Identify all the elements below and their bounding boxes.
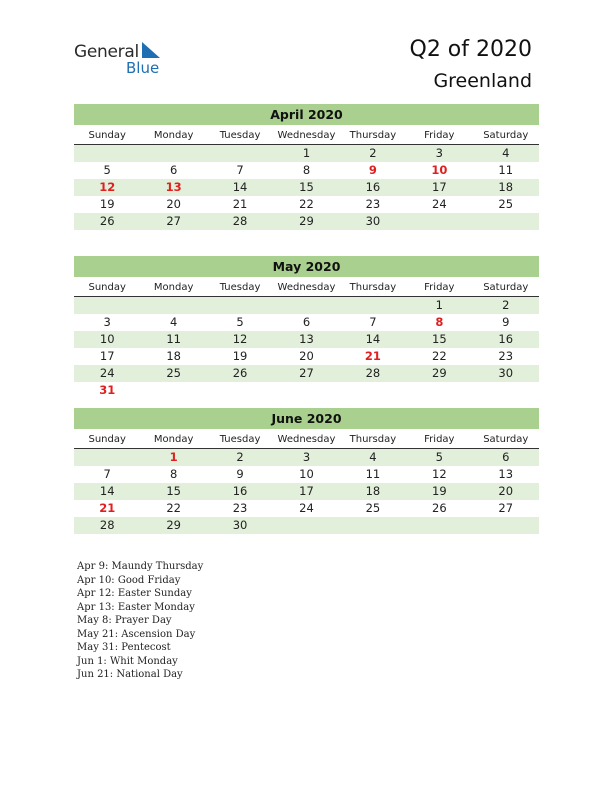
day-cell: 14 [365,332,381,346]
week-row [74,162,539,179]
page-title: Q2 of 2020 [409,37,532,62]
day-cell: 17 [432,180,447,194]
day-cell: 6 [502,450,510,464]
week-row [74,365,539,382]
day-cell: 27 [166,214,181,228]
day-cell: 2 [236,450,244,464]
day-cell: 1 [302,146,311,160]
day-cell: 29 [299,214,314,228]
week-row [74,466,539,483]
weekday-label: Wednesday [277,130,336,141]
day-cell: 22 [166,501,181,515]
day-cell: 26 [432,501,447,515]
day-cell: 24 [432,197,447,211]
empty-day-cell [406,517,472,534]
month-calendar [74,104,539,230]
day-cell: 2 [502,298,510,312]
day-cell: 15 [432,332,447,346]
week-row [74,179,539,196]
day-cell: 8 [302,163,311,177]
week-row [74,196,539,213]
empty-day-cell [207,382,273,399]
day-cell: 21 [364,349,381,363]
weekday-label: Monday [153,282,194,293]
week-row [74,517,539,534]
day-cell: 25 [365,501,381,515]
day-cell: 26 [99,214,115,228]
month-header: May 2020 [74,256,539,277]
month-calendar [74,256,539,399]
day-cell: 17 [299,484,314,498]
day-cell: 11 [498,163,514,177]
empty-day-cell [207,297,273,314]
week-row [74,382,539,399]
empty-day-cell [406,382,472,399]
day-cell: 8 [169,467,178,481]
holiday-note: Jun 1: Whit Monday [77,655,178,667]
day-cell: 10 [299,467,314,481]
weekday-label: Tuesday [219,434,261,445]
day-cell: 25 [498,197,514,211]
holiday-note: May 8: Prayer Day [77,615,172,626]
empty-day-cell [340,517,406,534]
empty-day-cell [140,382,206,399]
weekday-label: Saturday [483,282,529,293]
day-cell: 16 [232,484,248,498]
day-cell: 28 [232,214,248,228]
day-cell: 14 [99,484,115,498]
day-cell: 24 [299,501,314,515]
weekday-label: Sunday [88,130,126,141]
weekday-label: Thursday [349,282,397,293]
weekday-label: Sunday [88,282,126,293]
day-cell: 23 [498,349,514,363]
day-cell: 7 [103,467,111,481]
week-row [74,213,539,230]
day-cell: 28 [99,518,115,532]
day-cell: 2 [369,146,377,160]
day-cell: 5 [435,450,443,464]
weekday-header-row [74,279,539,297]
day-cell: 11 [365,467,381,481]
day-cell: 27 [299,366,314,380]
month-header: June 2020 [74,408,539,429]
day-cell: 18 [365,484,381,498]
day-cell: 7 [236,163,244,177]
day-cell: 6 [302,315,311,329]
month-header: April 2020 [74,104,539,125]
day-cell: 9 [502,315,510,329]
weekday-label: Friday [424,130,455,141]
day-cell: 21 [99,501,116,515]
week-row [74,145,539,162]
day-cell: 20 [299,349,314,363]
day-cell: 8 [435,315,444,329]
weekday-label: Tuesday [219,282,261,293]
day-cell: 22 [432,349,447,363]
day-cell: 3 [302,450,311,464]
empty-day-cell [273,297,339,314]
day-cell: 30 [365,214,381,228]
day-cell: 10 [431,163,448,177]
day-cell: 16 [498,332,514,346]
weekday-header-row [74,127,539,145]
day-cell: 29 [432,366,447,380]
day-cell: 30 [232,518,248,532]
day-cell: 12 [432,467,447,481]
empty-day-cell [340,382,406,399]
day-cell: 14 [232,180,248,194]
weekday-label: Sunday [88,434,126,445]
holiday-note: Jun 21: National Day [77,669,183,680]
weekday-label: Monday [153,130,194,141]
empty-day-cell [74,449,140,466]
weekday-label: Friday [424,434,455,445]
day-cell: 6 [169,163,178,177]
weekday-label: Monday [153,434,194,445]
day-cell: 21 [232,197,248,211]
logo-text-general: General [74,42,139,62]
week-row [74,500,539,517]
day-cell: 22 [299,197,314,211]
day-cell: 30 [498,366,514,380]
weekday-label: Thursday [349,434,397,445]
weekday-label: Saturday [483,130,529,141]
empty-day-cell [473,382,539,399]
logo-text-blue: Blue [126,59,160,77]
day-cell: 19 [99,197,115,211]
empty-day-cell [340,297,406,314]
day-cell: 19 [232,349,248,363]
day-cell: 18 [498,180,514,194]
day-cell: 19 [432,484,447,498]
week-row [74,348,539,365]
day-cell: 9 [368,163,377,177]
weekday-label: Wednesday [277,282,336,293]
week-row [74,297,539,314]
weekday-label: Saturday [483,434,529,445]
day-cell: 5 [236,315,244,329]
week-row [74,331,539,348]
logo [74,40,174,80]
page-subtitle: Greenland [433,70,532,92]
day-cell: 12 [99,180,116,194]
day-cell: 1 [435,298,443,312]
day-cell: 20 [498,484,514,498]
day-cell: 20 [166,197,181,211]
day-cell: 3 [103,315,111,329]
day-cell: 27 [498,501,514,515]
day-cell: 16 [365,180,381,194]
day-cell: 31 [99,383,116,397]
holiday-note: May 31: Pentecost [77,642,171,653]
empty-day-cell [273,517,339,534]
holiday-note: Apr 13: Easter Monday [77,601,195,613]
week-row [74,314,539,331]
day-cell: 4 [502,146,510,160]
empty-day-cell [140,145,206,162]
weekday-label: Thursday [349,130,397,141]
day-cell: 10 [99,332,115,346]
day-cell: 4 [369,450,377,464]
empty-day-cell [74,145,140,162]
day-cell: 11 [166,332,181,346]
day-cell: 9 [236,467,244,481]
month-calendar [74,408,539,534]
day-cell: 15 [166,484,181,498]
day-cell: 17 [99,349,115,363]
empty-day-cell [473,213,539,230]
day-cell: 23 [232,501,248,515]
day-cell: 23 [365,197,381,211]
holiday-note: Apr 10: Good Friday [77,574,181,586]
empty-day-cell [140,297,206,314]
day-cell: 18 [166,349,181,363]
weekday-label: Wednesday [277,434,336,445]
day-cell: 15 [299,180,314,194]
day-cell: 29 [166,518,181,532]
day-cell: 7 [369,315,377,329]
empty-day-cell [473,517,539,534]
week-row [74,483,539,500]
day-cell: 13 [165,180,182,194]
day-cell: 13 [498,467,514,481]
day-cell: 3 [435,146,443,160]
holiday-note: May 21: Ascension Day [77,628,196,640]
holiday-note: Apr 9: Maundy Thursday [77,561,204,572]
day-cell: 24 [99,366,115,380]
empty-day-cell [273,382,339,399]
holiday-note: Apr 12: Easter Sunday [77,588,192,599]
weekday-header-row [74,431,539,449]
day-cell: 4 [169,315,178,329]
empty-day-cell [74,297,140,314]
day-cell: 5 [103,163,111,177]
week-row [74,449,539,466]
day-cell: 13 [299,332,314,346]
day-cell: 12 [232,332,248,346]
holiday-notes [77,560,203,682]
empty-day-cell [406,213,472,230]
weekday-label: Friday [424,282,455,293]
day-cell: 26 [232,366,248,380]
day-cell: 25 [166,366,181,380]
day-cell: 1 [169,450,178,464]
day-cell: 28 [365,366,381,380]
weekday-label: Tuesday [219,130,261,141]
logo-triangle-icon [140,42,162,60]
empty-day-cell [207,145,273,162]
